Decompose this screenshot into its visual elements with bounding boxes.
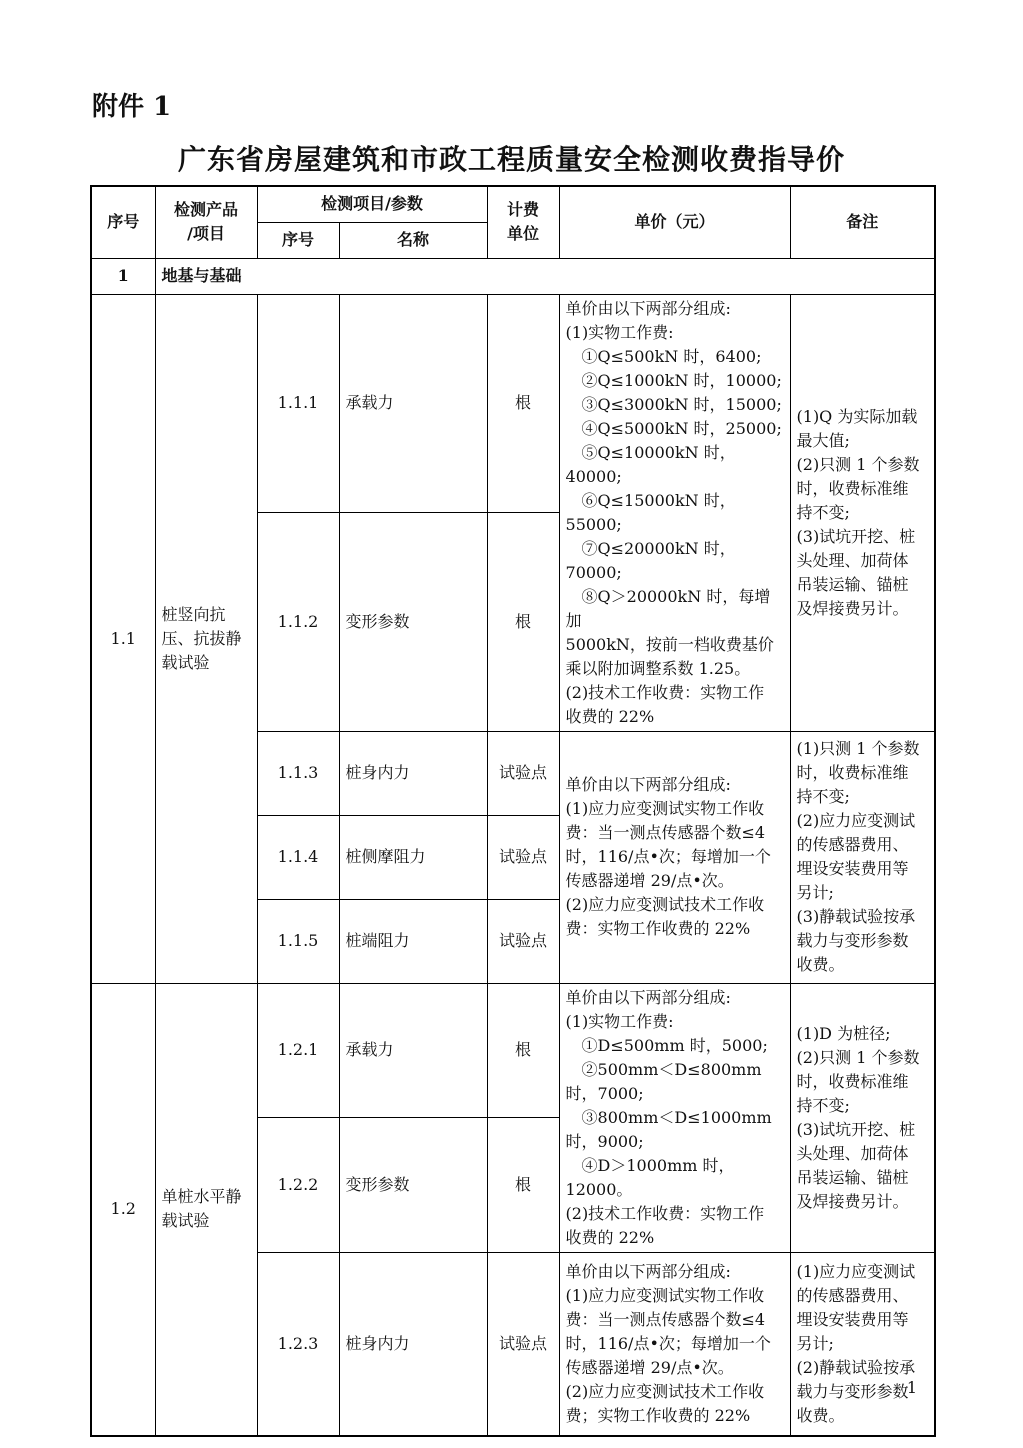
param-unit: 试验点 — [487, 899, 559, 983]
fee-table — [90, 185, 936, 1437]
param-seq: 1.2.3 — [257, 1252, 339, 1436]
section-seq: 1 — [91, 258, 155, 294]
price-cell: 单价由以下两部分组成: (1)应力应变测试实物工作收 费：当一测点传感器个数≤4 时，116/点•次；每增加一个 传感器递增 29/点•次。 (2)应力应变测试技术工作收 费：实物工作收费的 22% — [559, 731, 790, 983]
param-unit: 试验点 — [487, 815, 559, 899]
group-product: 桩竖向抗 压、抗拔静 载试验 — [155, 294, 257, 983]
param-seq: 1.2.2 — [257, 1118, 339, 1253]
param-seq: 1.1.2 — [257, 513, 339, 732]
attachment-label: 附件 1 — [92, 92, 172, 122]
param-unit: 试验点 — [487, 731, 559, 815]
param-seq: 1.1.3 — [257, 731, 339, 815]
param-unit: 根 — [487, 1118, 559, 1253]
remark-cell: (1)Q 为实际加载 最大值; (2)只测 1 个参数 时，收费标准维 持不变; (3)试坑开挖、桩 头处理、加荷体 吊装运输、锚桩 及焊接费另计。 — [790, 294, 935, 731]
price-cell: 单价由以下两部分组成: (1)应力应变测试实物工作收 费：当一测点传感器个数≤4 时，116/点•次；每增加一个 传感器递增 29/点•次。 (2)应力应变测试技术工作收 费；实物工作收费的 22% — [559, 1252, 790, 1436]
page-number: 1 — [906, 1378, 917, 1397]
param-name: 承载力 — [339, 983, 487, 1118]
header-product: 检测产品 /项目 — [155, 186, 257, 258]
price-cell: 单价由以下两部分组成: (1)实物工作费: ①D≤500mm 时，5000; ②500mm＜D≤800mm 时，7000; ③800mm＜D≤1000mm 时，9000; ④D＞1000mm 时，12000。 (2)技术工作收费：实物工作 收费的 22% — [559, 983, 790, 1252]
param-seq: 1.1.4 — [257, 815, 339, 899]
header-param-group: 检测项目/参数 — [257, 186, 487, 222]
param-name: 桩身内力 — [339, 731, 487, 815]
group-product: 单桩水平静 载试验 — [155, 983, 257, 1436]
param-seq: 1.2.1 — [257, 983, 339, 1118]
param-unit: 根 — [487, 983, 559, 1118]
header-unit: 计费 单位 — [487, 186, 559, 258]
param-seq: 1.1.5 — [257, 899, 339, 983]
remark-cell: (1)只测 1 个参数 时，收费标准维 持不变; (2)应力应变测试 的传感器费用、 埋设安装费用等 另计; (3)静载试验按承 载力与变形参数 收费。 — [790, 731, 935, 983]
group-seq: 1.2 — [91, 983, 155, 1436]
header-param-seq: 序号 — [257, 222, 339, 258]
header-seq: 序号 — [91, 186, 155, 258]
param-name: 变形参数 — [339, 1118, 487, 1253]
section-name: 地基与基础 — [155, 258, 935, 294]
price-cell: 单价由以下两部分组成: (1)实物工作费: ①Q≤500kN 时，6400; ②Q≤1000kN 时，10000; ③Q≤3000kN 时，15000; ④Q≤5000kN 时，25000; ⑤Q≤10000kN 时，40000; ⑥Q≤15000kN 时，55000; ⑦Q≤20000kN 时，70000; ⑧Q＞20000kN 时，每增加 5000kN，按前一档收费基价 乘以附加调整系数 1.25。 (2)技术工作收费：实物工作 收费的 22% — [559, 294, 790, 731]
table-row — [91, 983, 935, 1118]
param-unit: 根 — [487, 294, 559, 513]
param-name: 桩身内力 — [339, 1252, 487, 1436]
header-remark: 备注 — [790, 186, 935, 258]
param-name: 变形参数 — [339, 513, 487, 732]
param-name: 承载力 — [339, 294, 487, 513]
header-param-name: 名称 — [339, 222, 487, 258]
param-name: 桩端阻力 — [339, 899, 487, 983]
group-seq: 1.1 — [91, 294, 155, 983]
remark-cell: (1)应力应变测试 的传感器费用、 埋设安装费用等 另计; (2)静载试验按承 载力与变形参数 收费。 — [790, 1252, 935, 1436]
document-title: 广东省房屋建筑和市政工程质量安全检测收费指导价 — [177, 143, 845, 176]
remark-cell: (1)D 为桩径; (2)只测 1 个参数 时，收费标准维 持不变; (3)试坑开挖、桩 头处理、加荷体 吊装运输、锚桩 及焊接费另计。 — [790, 983, 935, 1252]
table-row — [91, 294, 935, 513]
param-seq: 1.1.1 — [257, 294, 339, 513]
param-unit: 根 — [487, 513, 559, 732]
section-row — [91, 258, 935, 294]
param-unit: 试验点 — [487, 1252, 559, 1436]
header-price: 单价（元） — [559, 186, 790, 258]
param-name: 桩侧摩阻力 — [339, 815, 487, 899]
